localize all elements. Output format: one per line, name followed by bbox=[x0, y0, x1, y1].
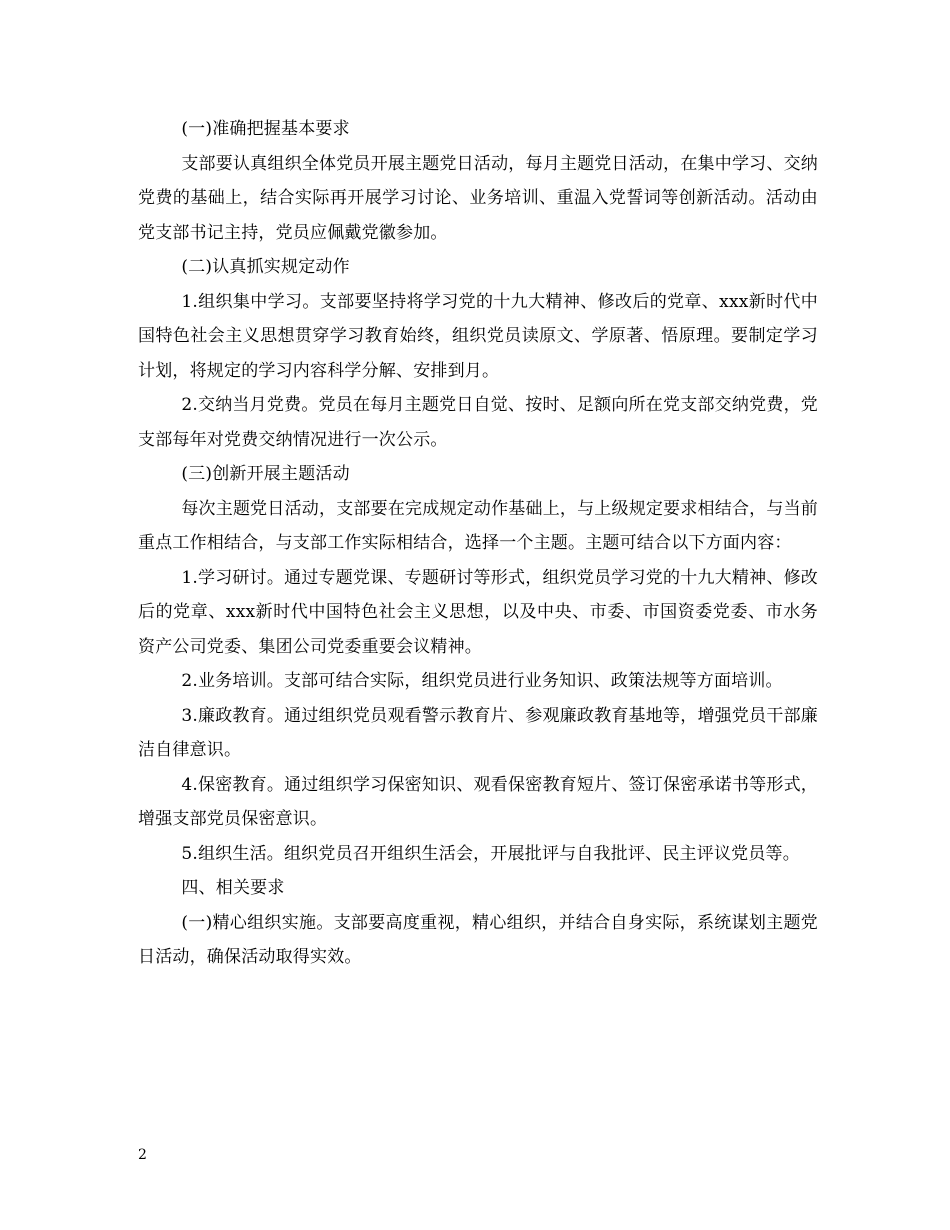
document-body bbox=[138, 112, 818, 975]
section-heading-2: (二)认真抓实规定动作 bbox=[181, 257, 350, 277]
body-paragraph: (一)精心组织实施。支部要高度重视，精心组织，并结合自身实际，系统谋划主题党日活动，确保活动取得实效。 bbox=[138, 912, 818, 967]
list-item-organization-life: 5.组织生活。组织党员召开组织生活会，开展批评与自我批评、民主评议党员等。 bbox=[181, 843, 800, 864]
list-item-seminar: 1.学习研讨。通过专题党课、专题研讨等形式，组织党员学习党的十九大精神、修改后的党章、xxx新时代中国特色社会主义思想，以及中央、市委、市国资委党委、市水务资产公司党委、集团公司党委重要会议精神。 bbox=[138, 567, 818, 657]
body-paragraph: 每次主题党日活动，支部要在完成规定动作基础上，与上级规定要求相结合，与当前重点工作相结合，与支部工作实际相结合，选择一个主题。主题可结合以下方面内容： bbox=[138, 498, 818, 553]
list-item-dues: 2.交纳当月党费。党员在每月主题党日自觉、按时、足额向所在党支部交纳党费，党支部每年对党费交纳情况进行一次公示。 bbox=[138, 395, 818, 450]
list-item-training: 2.业务培训。支部可结合实际，组织党员进行业务知识、政策法规等方面培训。 bbox=[181, 671, 783, 691]
list-item-study: 1.组织集中学习。支部要坚持将学习党的十九大精神、修改后的党章、xxx新时代中国特色社会主义思想贯穿学习教育始终，组织党员读原文、学原著、悟原理。要制定学习计划，将规定的学习内容科学分解、安排到月。 bbox=[138, 291, 818, 381]
body-paragraph: 支部要认真组织全体党员开展主题党日活动，每月主题党日活动，在集中学习、交纳党费的基础上，结合实际再开展学习讨论、业务培训、重温入党誓词等创新活动。活动由党支部书记主持，党员应佩戴党徽参加。 bbox=[138, 153, 818, 243]
section-heading-1: (一)准确把握基本要求 bbox=[181, 119, 350, 139]
section-heading-4: 四、相关要求 bbox=[181, 878, 285, 898]
page-number: 2 bbox=[138, 1147, 147, 1163]
section-heading-3: (三)创新开展主题活动 bbox=[181, 464, 350, 484]
list-item-secrecy: 4.保密教育。通过组织学习保密知识、观看保密教育短片、签订保密承诺书等形式，增强支部党员保密意识。 bbox=[138, 774, 818, 829]
list-item-integrity: 3.廉政教育。通过组织党员观看警示教育片、参观廉政教育基地等，增强党员干部廉洁自律意识。 bbox=[138, 705, 818, 760]
